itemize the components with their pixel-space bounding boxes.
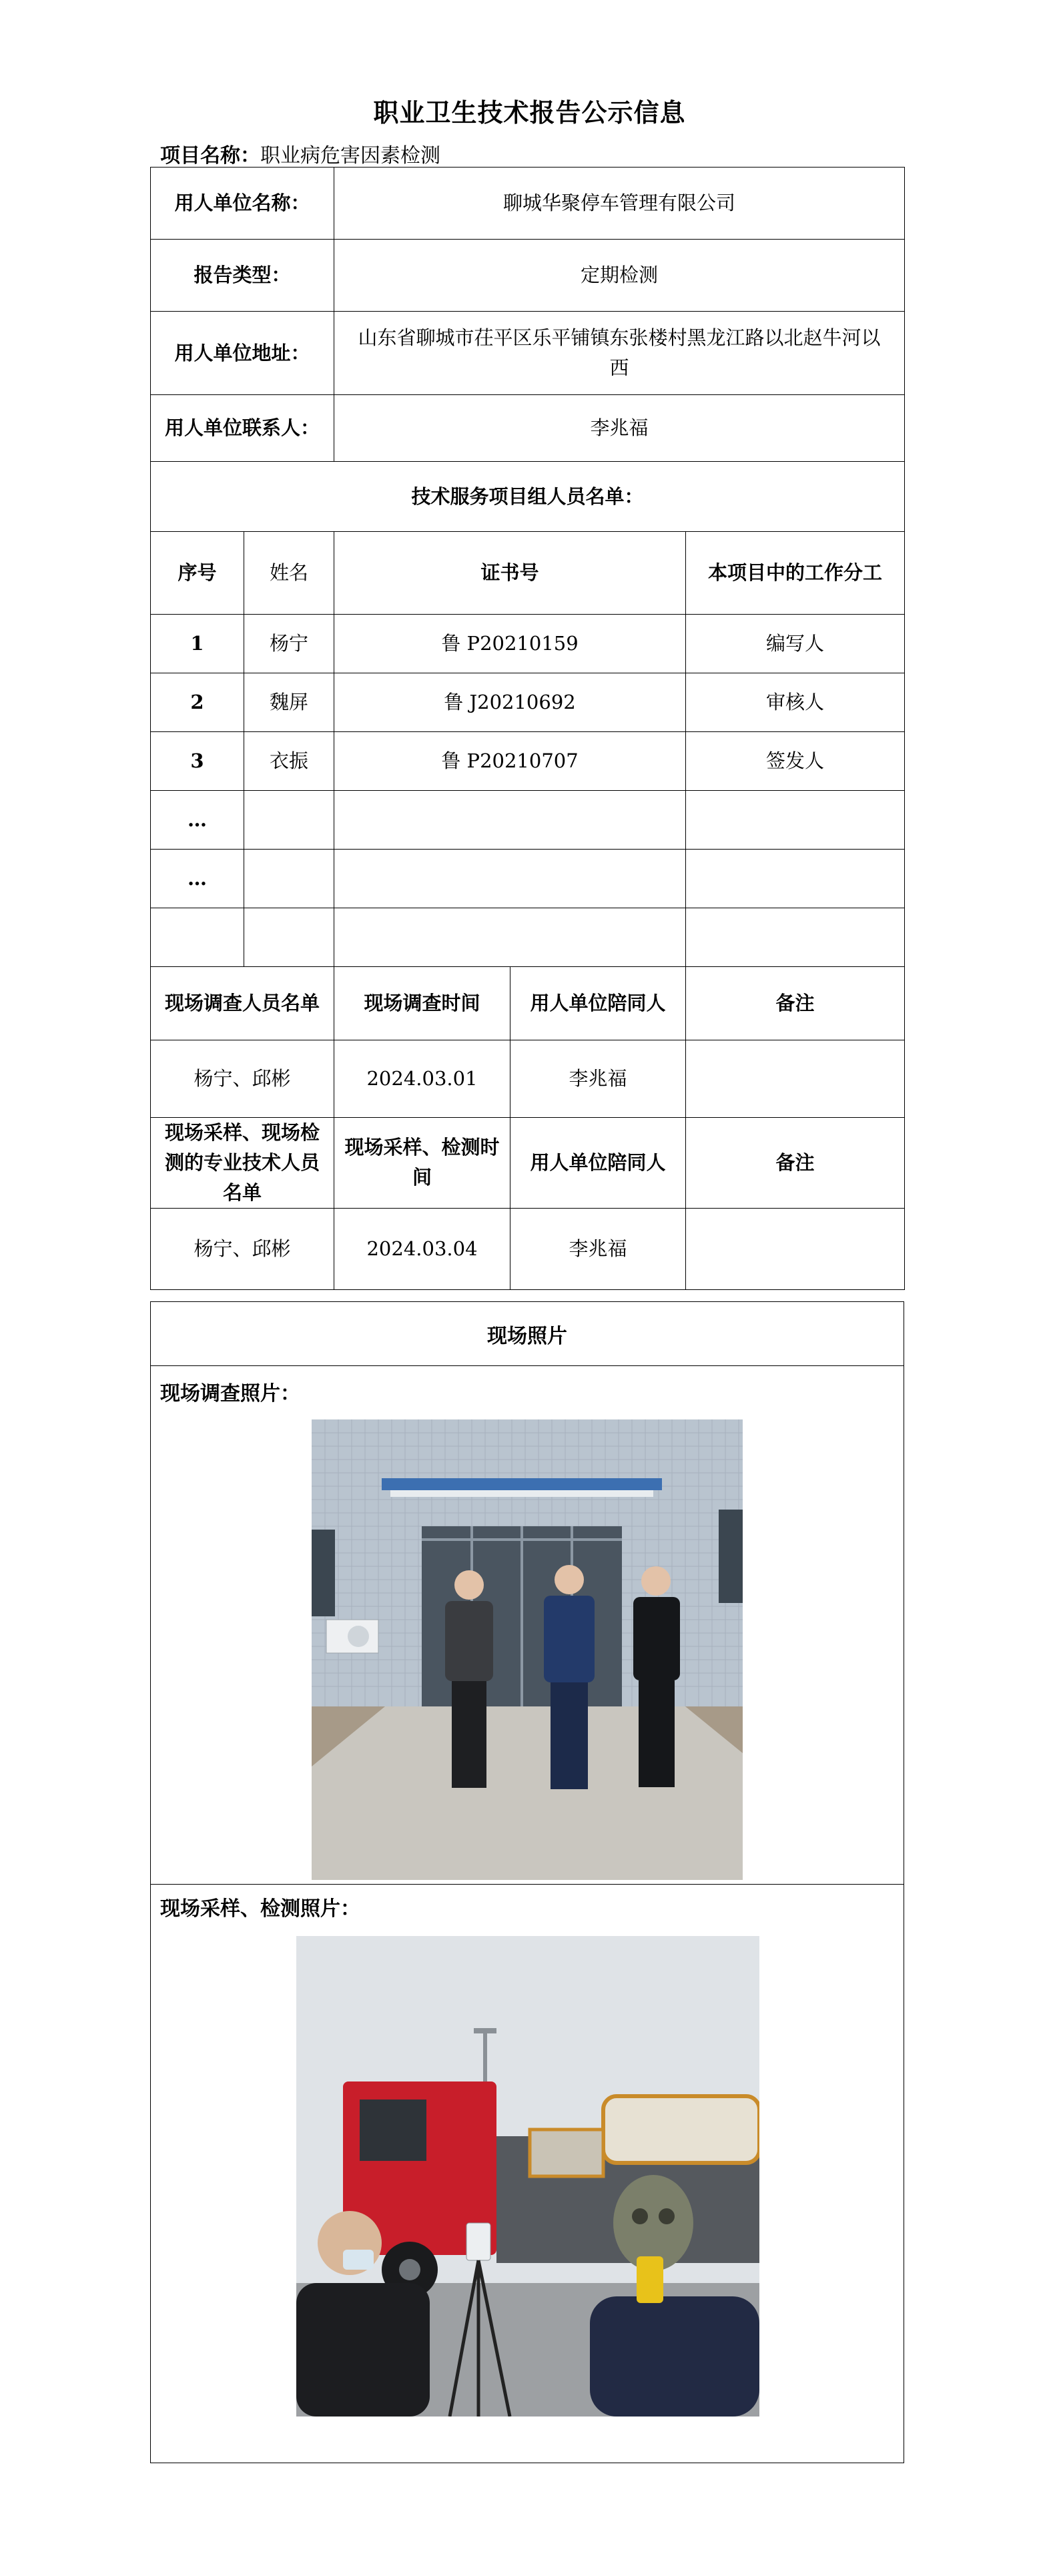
info-row-contact <box>151 395 905 462</box>
site-photos-section <box>150 1301 904 2463</box>
report-info-table <box>150 167 905 1290</box>
team-name: 魏屏 <box>244 673 334 732</box>
survey-header-time: 现场调查时间 <box>334 967 510 1040</box>
team-no: … <box>151 850 244 908</box>
team-name <box>244 850 334 908</box>
sampling-header-staff: 现场采样、现场检测的专业技术人员名单 <box>151 1118 334 1209</box>
sampling-value-row <box>151 1208 905 1289</box>
team-role <box>686 850 905 908</box>
team-role: 编写人 <box>686 615 905 673</box>
company-address-value: 山东省聊城市茌平区乐平铺镇东张楼村黑龙江路以北赵牛河以西 <box>334 312 905 395</box>
photo-divider <box>151 1884 904 1885</box>
survey-header-escort: 用人单位陪同人 <box>510 967 686 1040</box>
company-name-value: 聊城华聚停车管理有限公司 <box>334 168 905 240</box>
sampling-photo-label: 现场采样、检测照片： <box>160 1897 360 1921</box>
team-role: 审核人 <box>686 673 905 732</box>
document-title: 职业卫生技术报告公示信息 <box>373 97 686 127</box>
survey-header-remark: 备注 <box>686 967 905 1040</box>
team-header-name: 姓名 <box>244 532 334 615</box>
survey-value-row <box>151 1040 905 1118</box>
team-header-role: 本项目中的工作分工 <box>686 532 905 615</box>
team-cert: 鲁 P20210707 <box>334 732 686 791</box>
team-no: 3 <box>151 732 244 791</box>
table-row <box>151 732 905 791</box>
team-no <box>151 908 244 967</box>
sampling-header-escort: 用人单位陪同人 <box>510 1118 686 1209</box>
table-row <box>151 673 905 732</box>
sampling-header-time: 现场采样、检测时间 <box>334 1118 510 1209</box>
table-row <box>151 908 905 967</box>
team-name <box>244 908 334 967</box>
sampling-photo-image <box>296 1936 759 2417</box>
project-name-value: 职业病危害因素检测 <box>260 144 440 168</box>
company-name-label: 用人单位名称： <box>151 168 334 240</box>
team-header-no: 序号 <box>151 532 244 615</box>
team-title: 技术服务项目组人员名单： <box>151 462 905 532</box>
team-title-row <box>151 462 905 532</box>
team-role <box>686 908 905 967</box>
survey-time: 2024.03.01 <box>334 1040 510 1118</box>
survey-photo <box>312 1419 743 1880</box>
company-contact-value: 李兆福 <box>334 395 905 462</box>
team-header-row <box>151 532 905 615</box>
survey-staff: 杨宁、邱彬 <box>151 1040 334 1118</box>
sampling-photo <box>296 1936 759 2417</box>
table-row <box>151 615 905 673</box>
project-name-label: 项目名称： <box>160 144 260 168</box>
team-no: … <box>151 791 244 850</box>
team-name: 衣振 <box>244 732 334 791</box>
team-cert <box>334 850 686 908</box>
team-name: 杨宁 <box>244 615 334 673</box>
survey-photo-image <box>312 1419 743 1880</box>
info-row-company <box>151 168 905 240</box>
team-role: 签发人 <box>686 732 905 791</box>
sampling-staff: 杨宁、邱彬 <box>151 1208 334 1289</box>
team-no: 2 <box>151 673 244 732</box>
table-row <box>151 850 905 908</box>
sampling-header-row <box>151 1118 905 1209</box>
team-cert: 鲁 J20210692 <box>334 673 686 732</box>
survey-escort: 李兆福 <box>510 1040 686 1118</box>
team-name <box>244 791 334 850</box>
company-address-label: 用人单位地址： <box>151 312 334 395</box>
table-row <box>151 791 905 850</box>
sampling-time: 2024.03.04 <box>334 1208 510 1289</box>
sampling-header-remark: 备注 <box>686 1118 905 1209</box>
team-header-cert: 证书号 <box>334 532 686 615</box>
info-row-report-type <box>151 240 905 312</box>
site-photos-header: 现场照片 <box>151 1302 904 1366</box>
report-type-label: 报告类型： <box>151 240 334 312</box>
sampling-escort: 李兆福 <box>510 1208 686 1289</box>
survey-remark <box>686 1040 905 1118</box>
team-no: 1 <box>151 615 244 673</box>
team-role <box>686 791 905 850</box>
team-cert: 鲁 P20210159 <box>334 615 686 673</box>
survey-photo-label: 现场调查照片： <box>160 1382 300 1405</box>
company-contact-label: 用人单位联系人： <box>151 395 334 462</box>
sampling-remark <box>686 1208 905 1289</box>
survey-header-row <box>151 967 905 1040</box>
survey-header-staff: 现场调查人员名单 <box>151 967 334 1040</box>
team-cert <box>334 908 686 967</box>
team-cert <box>334 791 686 850</box>
project-name-line <box>160 139 440 168</box>
report-type-value: 定期检测 <box>334 240 905 312</box>
info-row-address <box>151 312 905 395</box>
